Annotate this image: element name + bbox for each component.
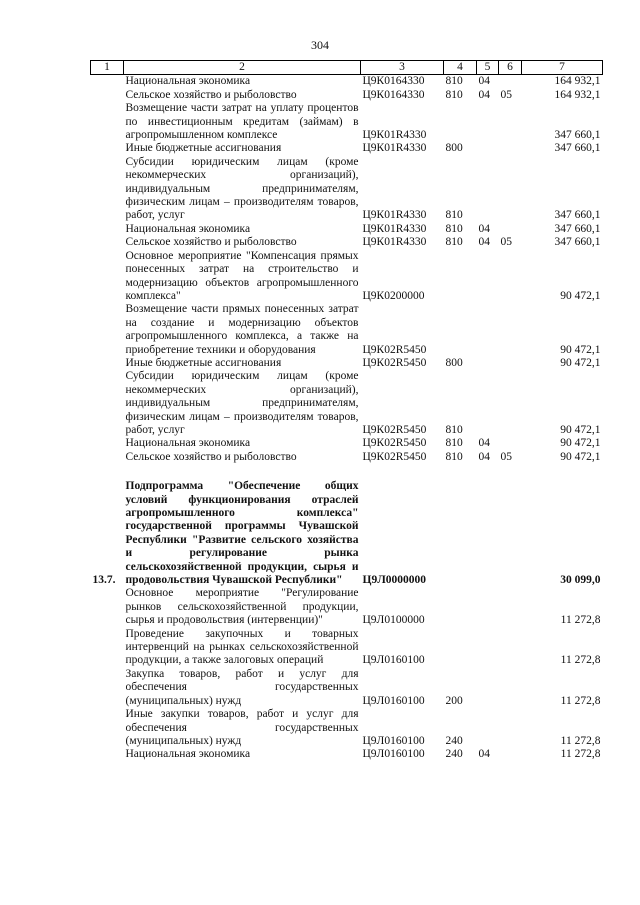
table-row (91, 89, 603, 102)
amount-cell: 347 660,1 (554, 209, 601, 222)
subsection-code-cell (499, 480, 522, 587)
row-name-cell: Субсидии юридическим лицам (кроме некоммерческих организаций), индивидуальным предпринимателям, физическим лицам – производителям товаров, работ, услуг (125, 155, 359, 222)
target-code-cell: Ц9К01R4330 (362, 209, 427, 222)
target-code-cell: Ц9К02R5450 (362, 423, 427, 436)
amount-cell: 11 272,8 (560, 614, 601, 627)
expense-type-cell (444, 628, 477, 668)
expense-type-cell: 800 (445, 356, 463, 369)
section-code-cell (477, 156, 499, 223)
target-code-cell: Ц9Л0160100 (362, 748, 425, 761)
section-number-cell (91, 303, 124, 357)
row-name-cell: Возмещение части затрат на уплату процентов по инвестиционным кредитам (займам) в агропромышленном комплексе (125, 102, 359, 142)
amount-cell: 11 272,8 (560, 654, 601, 667)
row-name-cell: Сельское хозяйство и рыболовство (125, 88, 297, 101)
expense-type-cell (444, 480, 477, 587)
expense-type-cell: 800 (445, 142, 463, 155)
table-row (91, 708, 603, 748)
subsection-code-cell (499, 250, 522, 304)
row-name-cell: Подпрограмма "Обеспечение общих условий функционирования отраслей агропромышленного комплекса" государственной программы Чувашской Республики "Развитие сельского хозяйства и регулирование рынка сельскохозяйственной продукции, сырья и продовольствия Чувашской Республики" (125, 480, 359, 587)
table-row (91, 668, 603, 708)
row-name-cell: Субсидии юридическим лицам (кроме некоммерческих организаций), индивидуальным предпринимателям, физическим лицам – производителям товаров, работ, услуг (125, 370, 359, 436)
section-code-cell: 04 (478, 222, 490, 235)
section-number-cell (91, 370, 124, 437)
subsection-code-cell (499, 370, 522, 437)
expense-type-cell: 810 (445, 209, 463, 222)
row-name-cell: Сельское хозяйство и рыболовство (125, 450, 297, 463)
subsection-code-cell: 05 (500, 450, 512, 463)
subsection-code-cell (499, 156, 522, 223)
table-row (91, 437, 603, 450)
amount-cell: 164 932,1 (554, 75, 601, 88)
section-number-cell (91, 357, 124, 370)
section-number-cell (91, 668, 124, 708)
header-row (91, 61, 603, 75)
section-code-cell: 04 (478, 437, 490, 450)
target-code-cell: Ц9К0164330 (362, 75, 425, 88)
target-code-cell: Ц9К01R4330 (362, 236, 427, 249)
subsection-code-cell (499, 75, 522, 89)
subsection-code-cell (499, 303, 522, 357)
section-code-cell (477, 142, 499, 155)
target-code-cell: Ц9К02R5450 (362, 343, 427, 356)
section-code-cell (477, 303, 499, 357)
target-code-cell: Ц9К01R4330 (362, 129, 427, 142)
amount-cell: 90 472,1 (560, 289, 601, 302)
section-code-cell (477, 708, 499, 748)
table-row (91, 102, 603, 142)
amount-cell: 347 660,1 (554, 129, 601, 142)
row-name-cell: Возмещение части прямых понесенных затрат на создание и модернизацию объектов агропромышленного комплекса, а также на приобретение техники и оборудования (125, 303, 359, 356)
table-row (91, 250, 603, 304)
amount-cell: 30 099,0 (560, 574, 601, 587)
section-code-cell: 04 (478, 75, 490, 88)
table-row (91, 748, 603, 761)
page-number: 304 (311, 38, 329, 52)
section-number-cell (91, 628, 124, 668)
amount-cell: 347 660,1 (554, 236, 601, 249)
expense-type-cell: 810 (445, 423, 463, 436)
target-code-cell: Ц9Л0160100 (362, 654, 425, 667)
column-header: 2 (124, 61, 361, 75)
row-name-cell: Национальная экономика (125, 222, 251, 235)
subsection-code-cell (499, 708, 522, 748)
table-row (91, 75, 603, 89)
row-name-cell: Иные закупки товаров, работ и услуг для обеспечения государственных (муниципальных) нужд (125, 708, 359, 747)
subsection-code-cell (499, 437, 522, 450)
section-number-cell (91, 250, 124, 304)
expense-type-cell: 200 (445, 694, 463, 707)
amount-cell: 347 660,1 (554, 142, 601, 155)
budget-table (90, 60, 603, 762)
section-code-cell (477, 370, 499, 437)
section-number-cell (91, 75, 124, 89)
subsection-code-cell: 05 (500, 88, 512, 101)
expense-type-cell: 810 (445, 437, 463, 450)
subsection-code-cell (499, 587, 522, 627)
section-number-cell (91, 708, 124, 748)
section-code-cell (477, 102, 499, 142)
expense-type-cell: 810 (445, 222, 463, 235)
row-name-cell: Национальная экономика (125, 75, 251, 88)
expense-type-cell: 810 (445, 450, 463, 463)
target-code-cell: Ц9Л0000000 (362, 574, 427, 587)
row-name-cell: Проведение закупочных и товарных интервенций на рынках сельскохозяйственной продукции, а также залоговых операций (125, 627, 359, 667)
spacer-row (91, 464, 603, 480)
table-row (91, 236, 603, 249)
row-name-cell: Сельское хозяйство и рыболовство (125, 236, 297, 249)
section-code-cell (477, 250, 499, 304)
amount-cell: 90 472,1 (560, 437, 601, 450)
table-row (91, 223, 603, 236)
column-header: 4 (444, 61, 477, 75)
expense-type-cell (444, 102, 477, 142)
subsection-code-cell (499, 748, 522, 761)
subsection-code-cell (499, 102, 522, 142)
expense-type-cell (444, 303, 477, 357)
section-number-cell (91, 89, 124, 102)
target-code-cell: Ц9Л0100000 (362, 614, 425, 627)
section-number-cell: 13.7. (92, 574, 116, 587)
subsection-code-cell: 05 (500, 236, 512, 249)
row-name-cell: Национальная экономика (125, 748, 251, 761)
expense-type-cell: 810 (445, 236, 463, 249)
section-number-cell (91, 223, 124, 236)
row-name-cell: Закупка товаров, работ и услуг для обеспечения государственных (муниципальных) нужд (125, 667, 359, 707)
subsection-code-cell (499, 628, 522, 668)
section-code-cell (477, 628, 499, 668)
expense-type-cell: 240 (445, 748, 463, 761)
table-row (91, 451, 603, 464)
table-row (91, 370, 603, 437)
amount-cell: 11 272,8 (560, 734, 601, 747)
row-name-cell: Основное мероприятие "Регулирование рынков сельскохозяйственной продукции, сырья и продовольствия (интервенции)" (125, 587, 359, 627)
row-name-cell: Иные бюджетные ассигнования (125, 142, 282, 155)
section-code-cell (477, 587, 499, 627)
row-name-cell: Национальная экономика (125, 437, 251, 450)
table-row (91, 303, 603, 357)
section-code-cell (477, 357, 499, 370)
column-header: 7 (522, 61, 603, 75)
expense-type-cell (444, 250, 477, 304)
section-code-cell: 04 (478, 450, 490, 463)
column-header: 6 (499, 61, 522, 75)
subsection-code-cell (499, 223, 522, 236)
amount-cell: 347 660,1 (554, 222, 601, 235)
table-row (91, 628, 603, 668)
table-row (91, 480, 603, 587)
section-number-cell (91, 156, 124, 223)
subsection-code-cell (499, 668, 522, 708)
amount-cell: 11 272,8 (560, 748, 601, 761)
amount-cell: 90 472,1 (560, 450, 601, 463)
row-name-cell: Основное мероприятие "Компенсация прямых понесенных затрат на строительство и модернизацию объектов агропромышленного комплекса" (125, 249, 359, 302)
target-code-cell: Ц9К0164330 (362, 88, 425, 101)
section-number-cell (91, 451, 124, 464)
target-code-cell: Ц9Л0160100 (362, 734, 425, 747)
target-code-cell: Ц9К02R5450 (362, 356, 427, 369)
section-number-cell (91, 142, 124, 155)
amount-cell: 11 272,8 (560, 694, 601, 707)
row-name-cell: Иные бюджетные ассигнования (125, 356, 282, 369)
section-number-cell (91, 102, 124, 142)
section-number-cell (91, 748, 124, 761)
column-header: 1 (91, 61, 124, 75)
amount-cell: 90 472,1 (560, 356, 601, 369)
table-row (91, 142, 603, 155)
section-code-cell: 04 (478, 748, 490, 761)
target-code-cell: Ц9К0200000 (362, 289, 425, 302)
section-number-cell (91, 587, 124, 627)
amount-cell: 90 472,1 (560, 343, 601, 356)
section-code-cell: 04 (478, 236, 490, 249)
target-code-cell: Ц9К02R5450 (362, 437, 427, 450)
target-code-cell: Ц9К01R4330 (362, 142, 427, 155)
subsection-code-cell (499, 357, 522, 370)
amount-cell: 90 472,1 (560, 423, 601, 436)
section-number-cell (91, 437, 124, 450)
column-header: 3 (361, 61, 444, 75)
spacer-cell (91, 464, 603, 480)
section-code-cell (477, 668, 499, 708)
target-code-cell: Ц9Л0160100 (362, 694, 425, 707)
column-header: 5 (477, 61, 499, 75)
expense-type-cell: 810 (445, 75, 463, 88)
expense-type-cell: 810 (445, 88, 463, 101)
target-code-cell: Ц9К02R5450 (362, 450, 427, 463)
subsection-code-cell (499, 142, 522, 155)
section-number-cell (91, 236, 124, 249)
table-row (91, 156, 603, 223)
target-code-cell: Ц9К01R4330 (362, 222, 427, 235)
section-code-cell (477, 480, 499, 587)
section-code-cell: 04 (478, 88, 490, 101)
table-row (91, 587, 603, 627)
expense-type-cell: 240 (445, 734, 463, 747)
amount-cell: 164 932,1 (554, 88, 601, 101)
expense-type-cell (444, 587, 477, 627)
table-row (91, 357, 603, 370)
